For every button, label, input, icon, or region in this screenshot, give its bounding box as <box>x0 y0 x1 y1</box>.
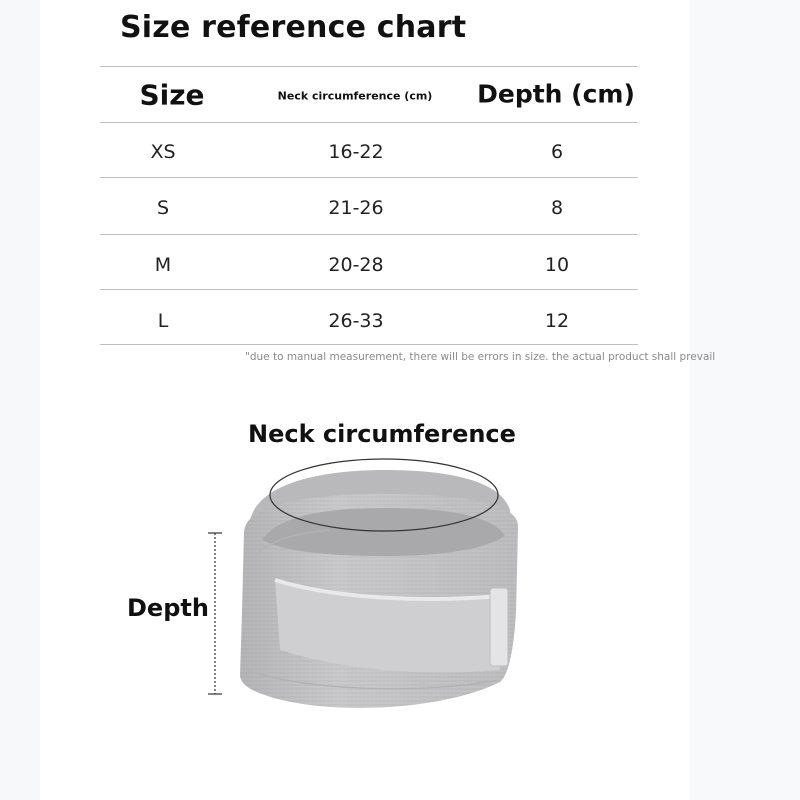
measurement-note: "due to manual measurement, there will be errors in size. the actual product shall prevail <box>245 351 716 363</box>
neck-circumference-label: Neck circumference <box>248 420 516 448</box>
row-neck: 20-28 <box>328 254 384 276</box>
chart-title: Size reference chart <box>120 10 467 45</box>
row-size: XS <box>150 141 176 163</box>
row-size: S <box>156 197 170 219</box>
row-neck: 16-22 <box>328 141 384 163</box>
depth-label: Depth <box>127 594 209 622</box>
header-size: Size <box>139 78 205 112</box>
row-size: L <box>157 310 169 332</box>
row-depth: 6 <box>550 141 564 163</box>
row-neck: 26-33 <box>328 310 384 332</box>
row-depth: 8 <box>550 197 564 219</box>
row-depth: 12 <box>544 310 570 332</box>
row-size: M <box>154 254 172 276</box>
row-depth: 10 <box>544 254 570 276</box>
header-depth: Depth (cm) <box>477 79 635 109</box>
depth-dimension-line <box>208 533 222 694</box>
row-neck: 21-26 <box>328 197 384 219</box>
header-neck-circumference: Neck circumference (cm) <box>277 89 433 103</box>
